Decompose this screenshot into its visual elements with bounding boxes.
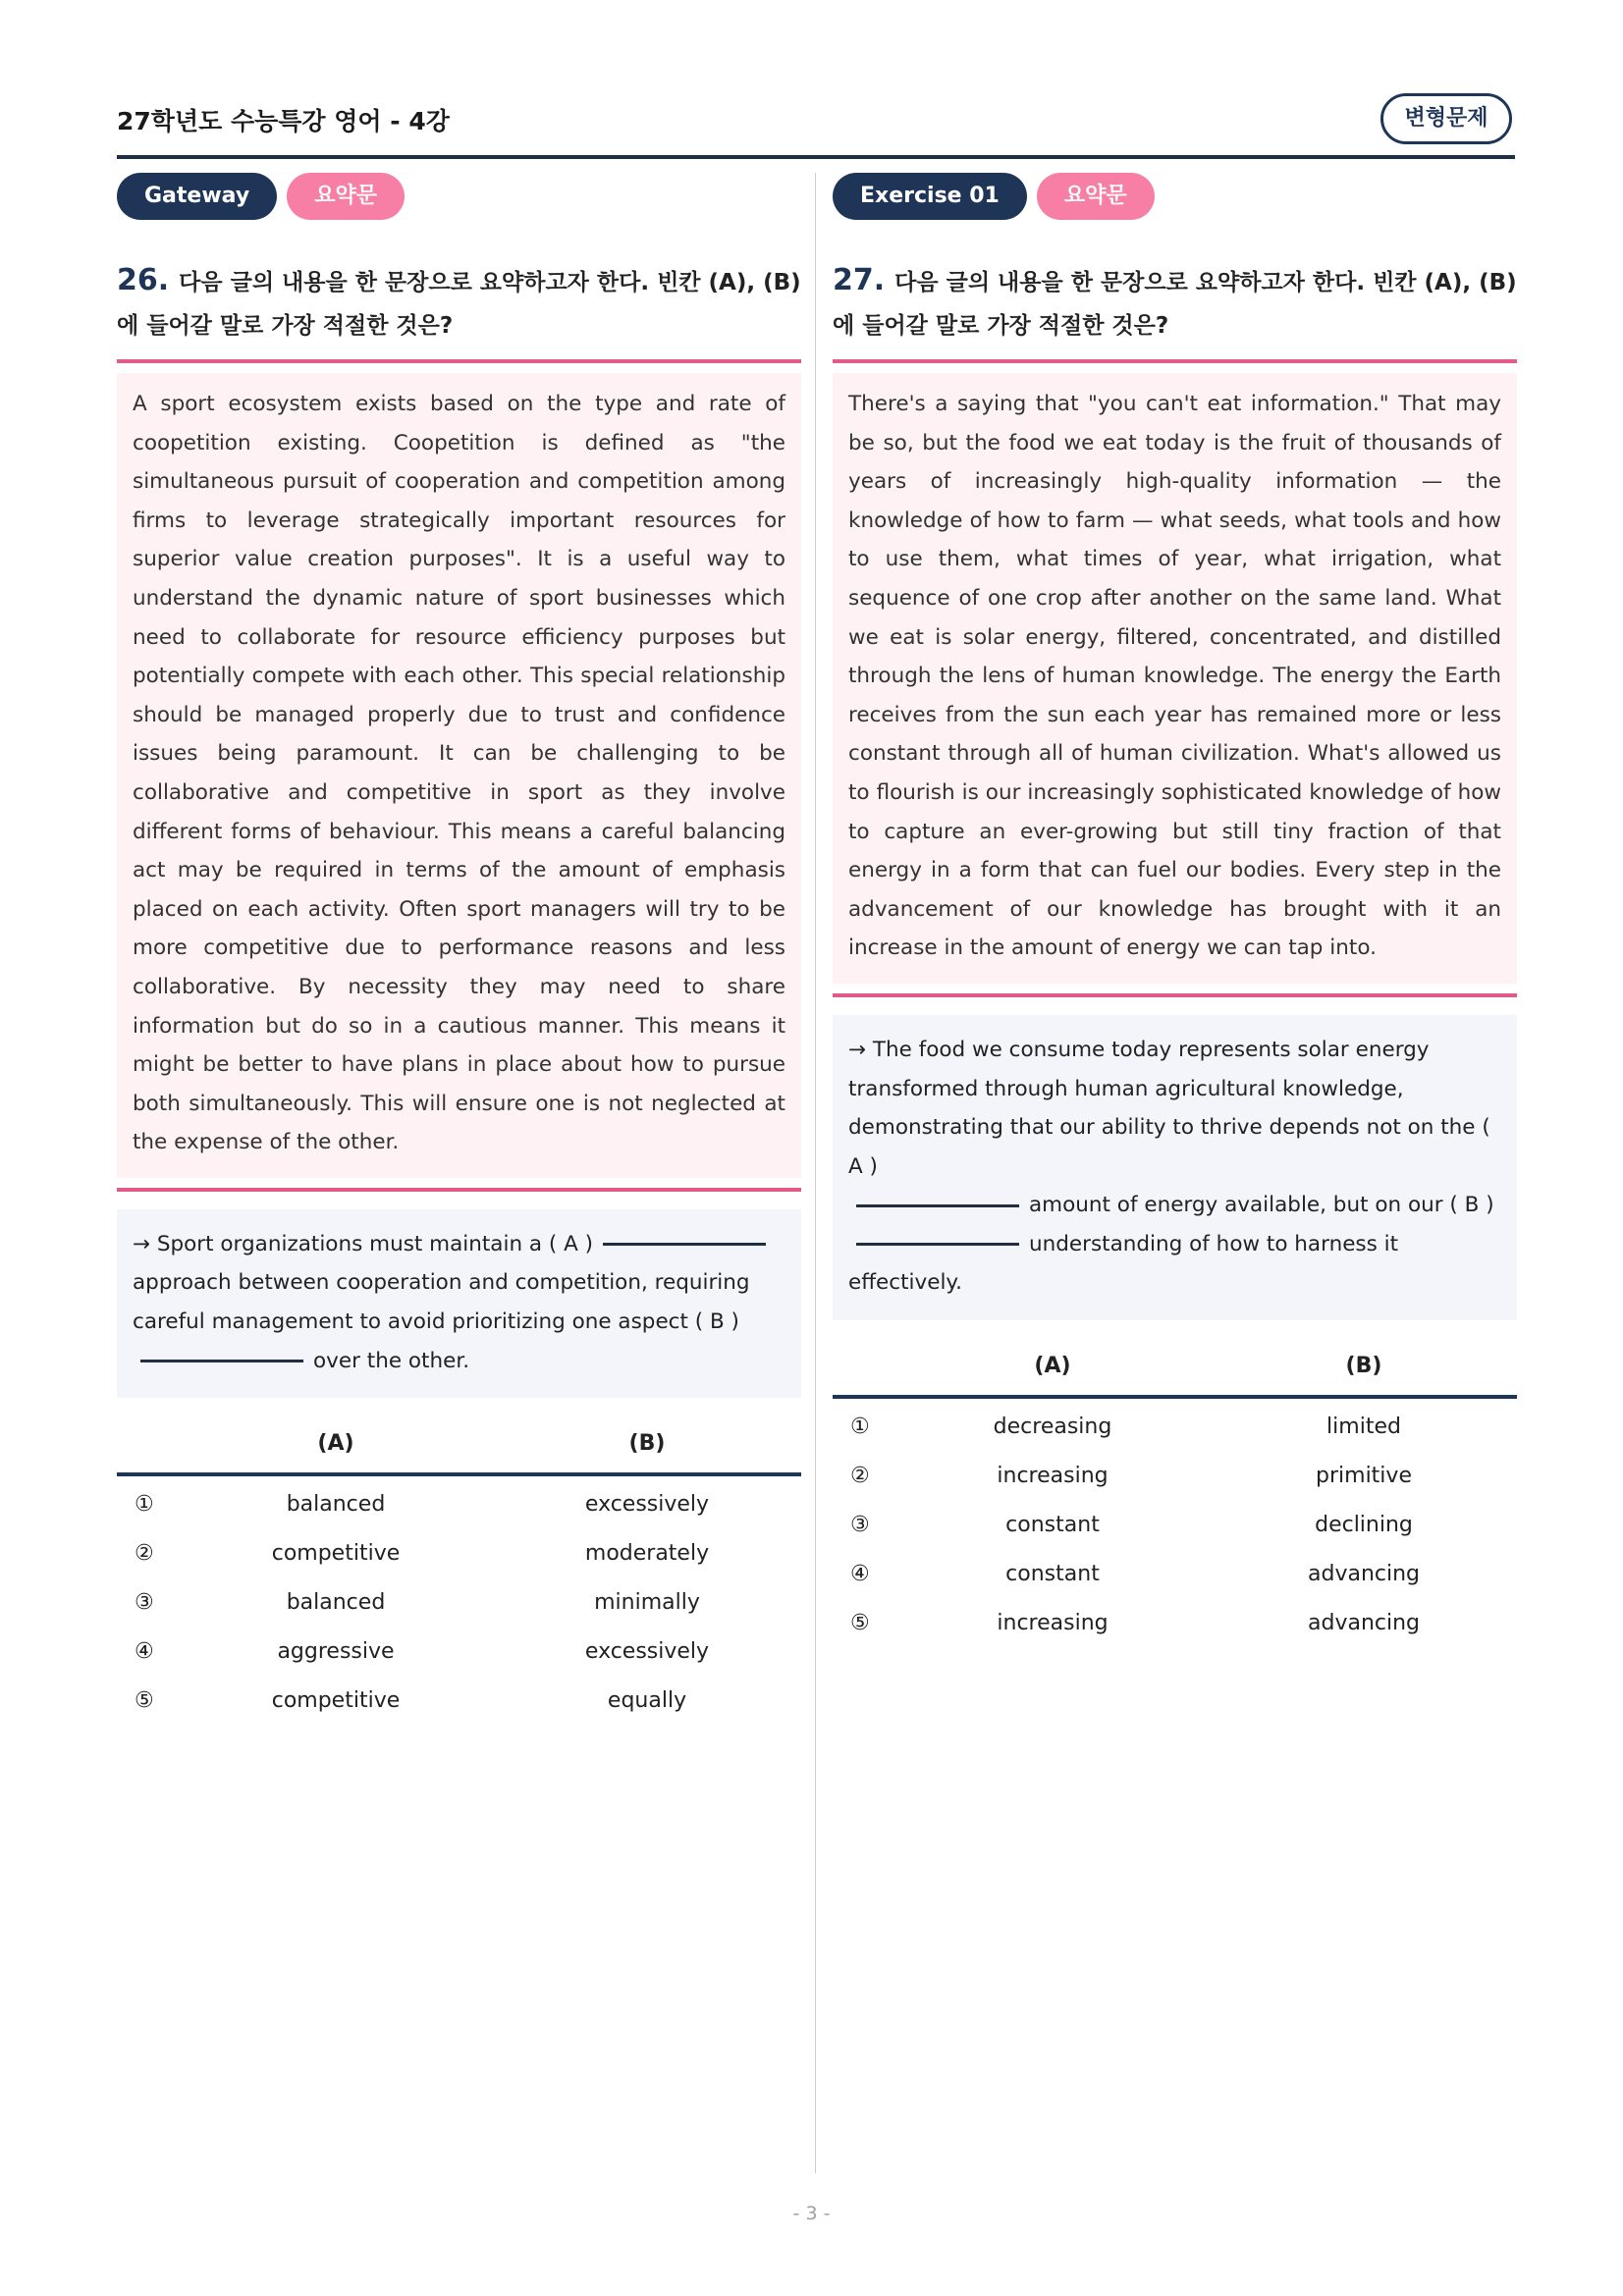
option-row-5[interactable] <box>833 1599 1517 1648</box>
question-number: 26. <box>117 263 170 297</box>
question-text: 다음 글의 내용을 한 문장으로 요약하고자 한다. 빈칸 (A), (B)에 들어갈 말로 가장 적절한 것은? <box>117 270 801 339</box>
blank-a <box>603 1243 766 1246</box>
summary-box <box>833 1015 1517 1320</box>
option-row-1[interactable] <box>833 1403 1517 1452</box>
option-number: ② <box>135 1541 154 1567</box>
option-number: ③ <box>135 1590 154 1616</box>
variant-problem-badge: 변형문제 <box>1380 93 1512 144</box>
option-number: ④ <box>850 1562 870 1587</box>
option-number: ① <box>850 1415 870 1440</box>
question-number: 27. <box>833 263 886 297</box>
options-list <box>833 1403 1517 1648</box>
option-b: limited <box>1326 1415 1401 1440</box>
option-row-1[interactable] <box>117 1480 801 1529</box>
option-a: constant <box>1005 1562 1100 1587</box>
option-a: balanced <box>286 1492 386 1518</box>
option-a: balanced <box>286 1590 386 1616</box>
summary-box <box>117 1209 801 1398</box>
tag-row <box>833 173 1517 222</box>
passage-top-rule <box>833 359 1517 363</box>
summary-part-3: over the other. <box>313 1348 470 1373</box>
option-b: advancing <box>1307 1611 1421 1636</box>
passage-top-rule <box>117 359 801 363</box>
option-number: ③ <box>850 1513 870 1538</box>
passage-text: A sport ecosystem exists based on the type and rate of coopetition existing. Coopetition is defined as "the simultaneous pursuit of cooperation and competition among firms to leverage strategically important resources for superior value creation purposes". It is a useful way to understand the dynamic nature of sport businesses which need to collaborate for resource efficiency purposes but potentially compete with each other. This special relationship should be managed properly due to trust and confidence issues being paramount. It can be challenging to be collaborative and competitive in sport as they involve different forms of behaviour. This means a careful balancing act may be required in terms of the amount of emphasis placed on each activity. Often sport managers will try to be more competitive due to performance reasons and less collaborative. By necessity they may need to share information but do so in a cautious manner. This means it might be better to have plans in place about how to pursue both simultaneously. This will ensure one is not neglected at the expense of the other. <box>117 373 801 1178</box>
left-column <box>117 173 801 1726</box>
passage-bottom-rule <box>117 1188 801 1192</box>
page-title: 27학년도 수능특강 영어 - 4강 <box>117 107 450 135</box>
option-b: minimally <box>594 1590 700 1616</box>
option-row-2[interactable] <box>833 1452 1517 1501</box>
option-row-3[interactable] <box>833 1501 1517 1550</box>
option-row-4[interactable] <box>833 1550 1517 1599</box>
source-tag: Exercise 01 <box>833 173 1027 220</box>
options-header <box>117 1421 801 1467</box>
option-number: ② <box>850 1464 870 1489</box>
question-text: 다음 글의 내용을 한 문장으로 요약하고자 한다. 빈칸 (A), (B)에 들어갈 말로 가장 적절한 것은? <box>833 270 1517 339</box>
blank-b <box>856 1243 1019 1246</box>
page-number: - 3 - <box>792 2203 831 2224</box>
source-tag: Gateway <box>117 173 277 220</box>
option-number: ⑤ <box>135 1688 154 1714</box>
option-b: primitive <box>1316 1464 1412 1489</box>
option-b: excessively <box>584 1639 710 1665</box>
option-row-2[interactable] <box>117 1529 801 1578</box>
options-divider <box>833 1395 1517 1399</box>
right-column <box>833 173 1517 1648</box>
option-b: moderately <box>584 1541 710 1567</box>
column-a-header: (A) <box>1034 1354 1071 1379</box>
option-row-5[interactable] <box>117 1677 801 1726</box>
option-number: ① <box>135 1492 154 1518</box>
option-a: competitive <box>271 1688 401 1714</box>
option-a: competitive <box>271 1541 401 1567</box>
column-divider <box>815 173 816 2173</box>
option-b: declining <box>1315 1513 1413 1538</box>
column-a-header: (A) <box>317 1431 354 1457</box>
column-b-header: (B) <box>1345 1354 1382 1379</box>
passage-text: There's a saying that "you can't eat information." That may be so, but the food we eat today is the fruit of thousands of years of increasingly high-quality information — the knowledge of how to farm — what seeds, what tools and how to use them, what times of year, what irrigation, what sequence of one crop after another on the same land. What we eat is solar energy, filtered, concentrated, and distilled through the lens of human knowledge. The energy the Earth receives from the sun each year has remained more or less constant through all of human civilization. What's allowed us to flourish is our increasingly sophisticated knowledge of how to capture an ever-growing but still tiny fraction of that energy in a form that can fuel our bodies. Every step in the advancement of our knowledge has brought with it an increase in the amount of energy we can tap into. <box>833 373 1517 984</box>
option-number: ⑤ <box>850 1611 870 1636</box>
summary-part-2: amount of energy available, but on our ( B ) <box>1029 1193 1494 1218</box>
option-number: ④ <box>135 1639 154 1665</box>
option-a: constant <box>1005 1513 1100 1538</box>
summary-part-1: → The food we consume today represents solar energy transformed through human agricultural knowledge, demonstrating that our ability to thrive depends not on the ( A ) <box>848 1037 1490 1179</box>
options-divider <box>117 1472 801 1476</box>
blank-a <box>856 1204 1019 1207</box>
option-b: equally <box>607 1688 687 1714</box>
option-b: excessively <box>584 1492 710 1518</box>
passage-bottom-rule <box>833 993 1517 997</box>
options-list <box>117 1480 801 1726</box>
option-b: advancing <box>1307 1562 1421 1587</box>
question-title <box>833 259 1517 347</box>
tag-row <box>117 173 801 222</box>
option-a: decreasing <box>993 1415 1112 1440</box>
blank-b <box>140 1360 303 1362</box>
options-header <box>833 1344 1517 1389</box>
header-divider <box>117 155 1515 159</box>
type-tag: 요약문 <box>287 173 405 220</box>
option-a: aggressive <box>277 1639 395 1665</box>
option-row-4[interactable] <box>117 1628 801 1677</box>
option-a: increasing <box>997 1611 1109 1636</box>
option-row-3[interactable] <box>117 1578 801 1628</box>
summary-part-2: approach between cooperation and competition, requiring careful management to avoid prioritizing one aspect ( B ) <box>133 1270 750 1335</box>
type-tag: 요약문 <box>1037 173 1155 220</box>
summary-part-3: understanding of how to harness it effectively. <box>848 1231 1399 1296</box>
column-b-header: (B) <box>628 1431 666 1457</box>
summary-part-1: → Sport organizations must maintain a ( A ) <box>133 1231 594 1256</box>
question-title <box>117 259 801 347</box>
option-a: increasing <box>997 1464 1109 1489</box>
